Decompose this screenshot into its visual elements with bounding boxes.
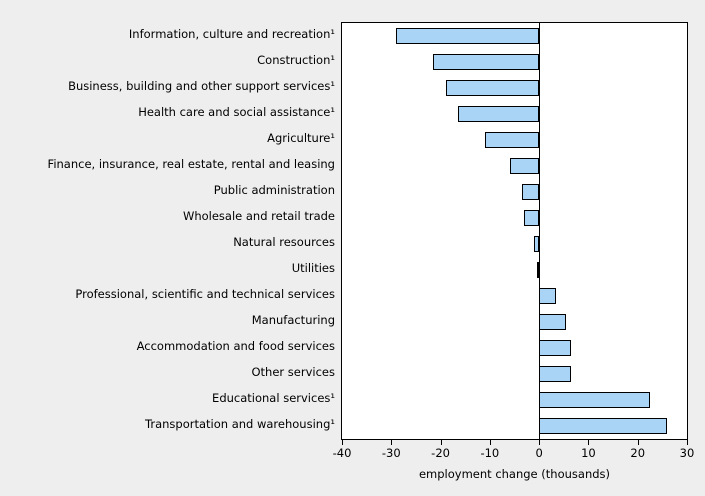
category-label: Public administration bbox=[213, 183, 335, 197]
category-axis-labels bbox=[0, 22, 335, 440]
bar bbox=[446, 80, 540, 96]
tick-label: -10 bbox=[480, 446, 500, 460]
bar bbox=[539, 314, 566, 330]
bar-row bbox=[342, 106, 687, 122]
category-label: Health care and social assistance¹ bbox=[138, 105, 335, 119]
category-label: Transportation and warehousing¹ bbox=[145, 417, 335, 431]
bar bbox=[396, 28, 539, 44]
bar bbox=[539, 392, 650, 408]
category-label: Accommodation and food services bbox=[136, 339, 335, 353]
bar bbox=[539, 418, 667, 434]
x-axis-ticks bbox=[332, 440, 695, 462]
category-label: Professional, scientific and technical services bbox=[75, 287, 335, 301]
category-label: Finance, insurance, real estate, rental and leasing bbox=[47, 157, 335, 171]
bar bbox=[539, 340, 571, 356]
category-label: Construction¹ bbox=[257, 53, 335, 67]
category-label: Agriculture¹ bbox=[267, 131, 335, 145]
bar bbox=[485, 132, 539, 148]
tick-label: -30 bbox=[381, 446, 401, 460]
bar-row bbox=[342, 80, 687, 96]
tick-label: 0 bbox=[535, 446, 543, 460]
bar bbox=[539, 366, 571, 382]
tick-mark bbox=[490, 440, 491, 445]
bar-row bbox=[342, 314, 687, 330]
tick-mark bbox=[588, 440, 589, 445]
category-label: Information, culture and recreation¹ bbox=[128, 27, 335, 41]
bar bbox=[524, 210, 539, 226]
bar bbox=[539, 288, 556, 304]
bar-row bbox=[342, 28, 687, 44]
bar-row bbox=[342, 262, 687, 278]
tick-mark bbox=[687, 440, 688, 445]
bar-row bbox=[342, 288, 687, 304]
plot-area bbox=[341, 22, 688, 440]
tick-mark bbox=[539, 440, 540, 445]
bar-row bbox=[342, 418, 687, 434]
x-axis-title: employment change (thousands) bbox=[418, 467, 611, 481]
tick-label: 20 bbox=[630, 446, 646, 460]
bar bbox=[458, 106, 539, 122]
bar-row bbox=[342, 158, 687, 174]
category-label: Utilities bbox=[291, 261, 335, 275]
zero-axis-line bbox=[539, 23, 540, 439]
category-label: Educational services¹ bbox=[212, 391, 335, 405]
bar-row bbox=[342, 236, 687, 252]
bar-row bbox=[342, 54, 687, 70]
tick-mark bbox=[342, 440, 343, 445]
bar-row bbox=[342, 132, 687, 148]
tick-label: -20 bbox=[431, 446, 450, 460]
category-label: Other services bbox=[251, 365, 335, 379]
category-label: Wholesale and retail trade bbox=[182, 209, 335, 223]
tick-label: -40 bbox=[332, 446, 352, 460]
bar bbox=[522, 184, 539, 200]
bar-row bbox=[342, 210, 687, 226]
tick-mark bbox=[441, 440, 442, 445]
category-label: Natural resources bbox=[233, 235, 335, 249]
bar-row bbox=[342, 392, 687, 408]
bar bbox=[510, 158, 540, 174]
tick-label: 30 bbox=[679, 446, 695, 460]
bar bbox=[433, 54, 539, 70]
bar-row bbox=[342, 366, 687, 382]
tick-mark bbox=[638, 440, 639, 445]
category-label: Manufacturing bbox=[251, 313, 335, 327]
tick-label: 10 bbox=[581, 446, 596, 460]
category-label: Business, building and other support services¹ bbox=[68, 79, 335, 93]
bar-row bbox=[342, 184, 687, 200]
tick-mark bbox=[391, 440, 392, 445]
bar-row bbox=[342, 340, 687, 356]
bars-layer bbox=[342, 23, 687, 439]
